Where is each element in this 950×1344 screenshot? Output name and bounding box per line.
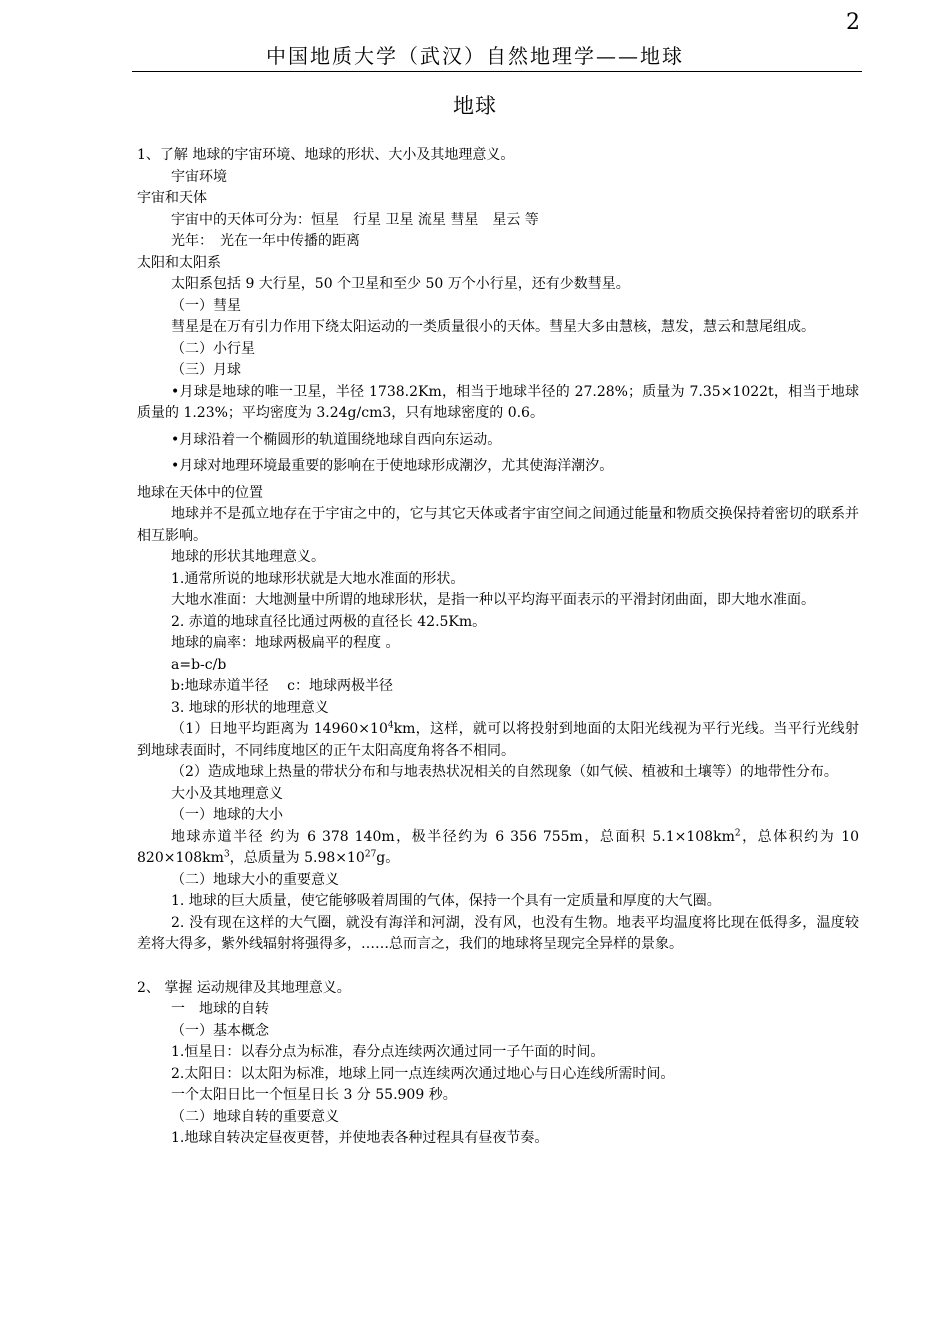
paragraph: 1.地球自转决定昼夜更替，并使地表各种过程具有昼夜节奏。 xyxy=(171,1130,549,1146)
bullet-item: •月球是地球的唯一卫星，半径 1738.2Km，相当于地球半径的 27.28%；质量为 7.35×1022t，相当于地球质量的 1.23%；平均密度为 3.24g/cm3，只有地球密度的 0.6。 xyxy=(137,383,859,421)
paragraph: 2. 赤道的地球直径比通过两极的直径长 42.5Km。 xyxy=(171,613,487,630)
paragraph: 2. 没有现在这样的大气圈，就没有海洋和河湖，没有风，也没有生物。地表平均温度将比现在低得多，温度较差将大得多，紫外线辐射将强得多，……总而言之，我们的地球将呈现完全异样的景象。 xyxy=(137,914,859,952)
section-heading: 1、了解 地球的宇宙环境、地球的形状、大小及其地理意义。 xyxy=(137,147,515,163)
bullet-item: •月球对地理环境最重要的影响在于使地球形成潮汐，尤其使海洋潮汐。 xyxy=(171,458,614,474)
paragraph: 一 地球的自转 xyxy=(171,1001,269,1017)
paragraph: 大小及其地理意义 xyxy=(171,785,283,802)
running-header: 中国地质大学（武汉）自然地理学——地球 xyxy=(266,44,684,68)
paragraph: （二）地球大小的重要意义 xyxy=(171,871,339,888)
paragraph: （二）小行星 xyxy=(171,340,255,357)
paragraph: 3. 地球的形状的地理意义 xyxy=(171,699,329,716)
paragraph: 彗星是在万有引力作用下绕太阳运动的一类质量很小的天体。彗星大多由慧核，慧发，慧云和慧尾组成。 xyxy=(171,319,815,335)
paragraph: 宇宙中的天体可分为：恒星 行星 卫星 流星 彗星 星云 等 xyxy=(171,211,539,228)
paragraph: （二）地球自转的重要意义 xyxy=(171,1108,339,1125)
page-title: 地球 xyxy=(453,94,497,118)
paragraph: 地球赤道半径 约为 6 378 140m，极半径约为 6 356 755m，总面积 $5.1\times 108km^2$，总体积约为 10 $820\times 108km^3$，总质量为 $5.98\times 10^{27}g$。 xyxy=(137,827,860,866)
paragraph: 大地水准面：大地测量中所谓的地球形状，是指一种以平均海平面表示的平滑封闭曲面，即大地水准面。 xyxy=(171,592,815,608)
document-body xyxy=(137,145,859,1150)
paragraph: 1.恒星日：以春分点为标准，春分点连续两次通过同一子午面的时间。 xyxy=(171,1044,605,1060)
paragraph: （一）基本概念 xyxy=(171,1022,269,1039)
paragraph: （三）月球 xyxy=(171,362,241,378)
page-number: 2 xyxy=(846,10,860,35)
paragraph: 宇宙环境 xyxy=(171,168,227,185)
paragraph: （2）造成地球上热量的带状分布和与地表热状况相关的自然现象（如气候、植被和土壤等）的地带性分布。 xyxy=(171,764,838,780)
section-heading: 2、 掌握 运动规律及其地理意义。 xyxy=(137,979,351,996)
paragraph: （1）日地平均距离为 $14960\times 10^4km$，这样，就可以将投射到地面的太阳光线视为平行光线。当平行光线射到地球表面时，不同纬度地区的正午太阳高度角将各不相同。 xyxy=(137,720,859,759)
paragraph: 地球并不是孤立地存在于宇宙之中的，它与其它天体或者宇宙空间之间通过能量和物质交换保持着密切的联系并相互影响。 xyxy=(137,506,859,544)
paragraph: 2.太阳日：以太阳为标准，地球上同一点连续两次通过地心与日心连线所需时间。 xyxy=(171,1065,675,1082)
paragraph: 1. 地球的巨大质量，使它能够吸着周围的气体，保持一个具有一定质量和厚度的大气圈。 xyxy=(171,893,721,909)
subheading: 太阳和太阳系 xyxy=(137,254,221,271)
paragraph: 1.通常所说的地球形状就是大地水准面的形状。 xyxy=(171,570,465,587)
paragraph: 太阳系包括 9 大行星，50 个卫星和至少 50 万个小行星，还有少数彗星。 xyxy=(171,276,630,292)
bullet-item: •月球沿着一个椭圆形的轨道围绕地球自西向东运动。 xyxy=(171,431,502,448)
formula: a=b-c/b xyxy=(171,656,227,673)
paragraph: 一个太阳日比一个恒星日长 3 分 55.909 秒。 xyxy=(171,1087,457,1103)
subheading: 地球在天体中的位置 xyxy=(137,484,263,501)
header-rule xyxy=(132,71,862,72)
paragraph: 光年： 光在一年中传播的距离 xyxy=(171,233,360,249)
subheading: 宇宙和天体 xyxy=(137,190,207,206)
paragraph: （一）地球的大小 xyxy=(171,807,283,823)
paragraph: 地球的形状其地理意义。 xyxy=(171,549,325,565)
spacer xyxy=(137,956,859,978)
paragraph: （一）彗星 xyxy=(171,297,241,314)
paragraph: b:地球赤道半径 c：地球两极半径 xyxy=(171,678,393,694)
paragraph: 地球的扁率：地球两极扁平的程度 。 xyxy=(171,635,400,651)
